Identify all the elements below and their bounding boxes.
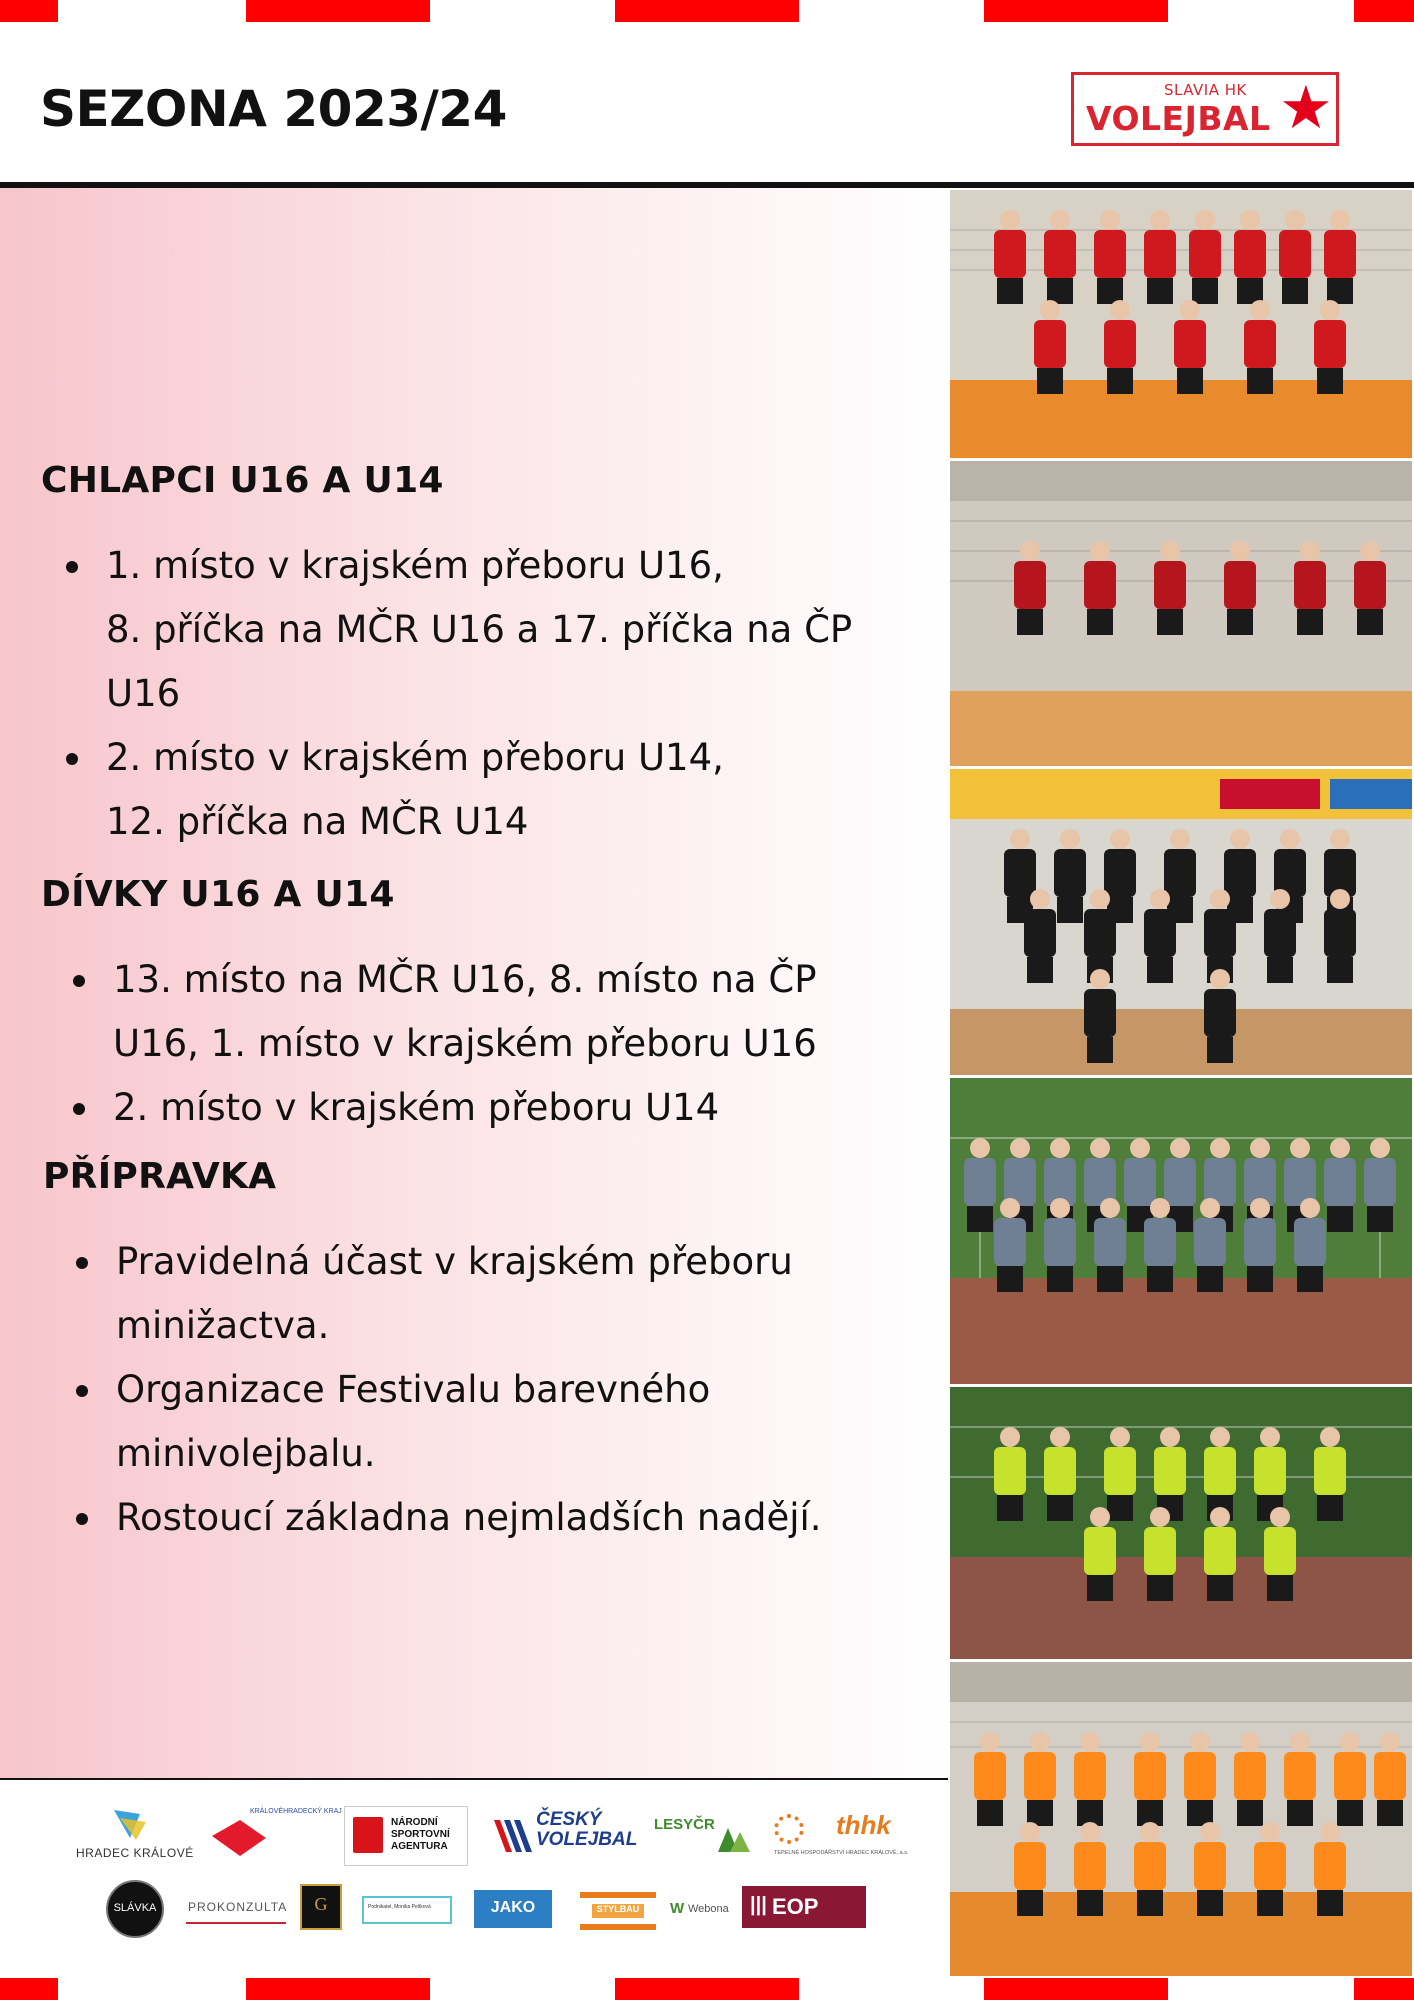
list-item: Rostoucí základna nejmladších nadějí. <box>116 1486 822 1550</box>
team-photo-outdoor-lime <box>950 1387 1412 1659</box>
list-item: 13. místo na MČR U16, 8. místo na ČP U16, 1. místo v krajském přeboru U16 <box>113 948 817 1076</box>
header <box>0 22 1414 182</box>
bottom-stripe <box>0 1978 1414 2000</box>
jako-logo: JAKO <box>474 1890 552 1928</box>
podnikatel-logo: Podnikatel, Monika Pešková <box>362 1896 452 1924</box>
section-title-pripravka: PŘÍPRAVKA <box>43 1156 277 1197</box>
list-item: 2. místo v krajském přeboru U14 <box>113 1076 817 1140</box>
team-photo-outdoor-grey <box>950 1078 1412 1384</box>
thhk-logo: thhk TEPELNÉ HOSPODÁŘSTVÍ HRADEC KRÁLOVÉ, a.s. <box>774 1810 909 1856</box>
stylbau-logo: STYLBAU <box>580 1892 656 1930</box>
narodni-sportovni-agentura-logo: NÁRODNÍ SPORTOVNÍ AGENTURA <box>344 1806 468 1866</box>
girls-results-list <box>113 948 817 1140</box>
list-item: Pravidelná účast v krajském přeboru minižactva. <box>116 1230 822 1358</box>
list-item: 1. místo v krajském přeboru U16, 8. příčka na MČR U16 a 17. příčka na ČP U16 <box>106 534 852 726</box>
section-title-girls: DÍVKY U16 A U14 <box>41 874 395 915</box>
lesycr-logo: LESYČR <box>654 1814 754 1854</box>
top-stripe <box>0 0 1414 22</box>
list-item: 2. místo v krajském přeboru U14, 12. příčka na MČR U14 <box>106 726 852 854</box>
logo-small-text: SLAVIA HK <box>1164 81 1247 99</box>
season-title: SEZONA 2023/24 <box>40 80 507 138</box>
prokonzulta-logo: PROKONZULTA <box>186 1896 286 1924</box>
sponsor-logos <box>0 1780 948 1978</box>
hradec-kralove-logo: HRADEC KRÁLOVÉ <box>74 1808 184 1868</box>
team-photo-boys-red <box>950 190 1412 458</box>
slavia-volejbal-logo <box>1071 72 1339 146</box>
slavka-logo: SLÁVKA <box>106 1880 164 1938</box>
cesky-volejbal-logo: ČESKÝ VOLEJBAL <box>492 1808 632 1868</box>
team-photo-girls-huddle <box>950 461 1412 766</box>
pripravka-list <box>116 1230 822 1550</box>
webona-logo: W Webona <box>670 1900 729 1917</box>
g-hotel-logo: G <box>300 1884 342 1930</box>
list-item: Organizace Festivalu barevného minivolejbalu. <box>116 1358 822 1486</box>
section-title-boys: CHLAPCI U16 A U14 <box>41 460 444 501</box>
team-photo-girls-black <box>950 769 1412 1075</box>
star-icon: ★ <box>1279 73 1333 143</box>
team-photo-kids-orange <box>950 1662 1412 1976</box>
photo-column <box>948 188 1414 1978</box>
eop-logo: ||| EOP <box>742 1886 866 1928</box>
logo-big-text: VOLEJBAL <box>1086 99 1271 138</box>
boys-results-list <box>106 534 852 854</box>
results-panel <box>0 188 948 1778</box>
kralovehradecky-kraj-logo: KRÁLOVÉHRADECKÝ KRAJ <box>210 1808 320 1868</box>
